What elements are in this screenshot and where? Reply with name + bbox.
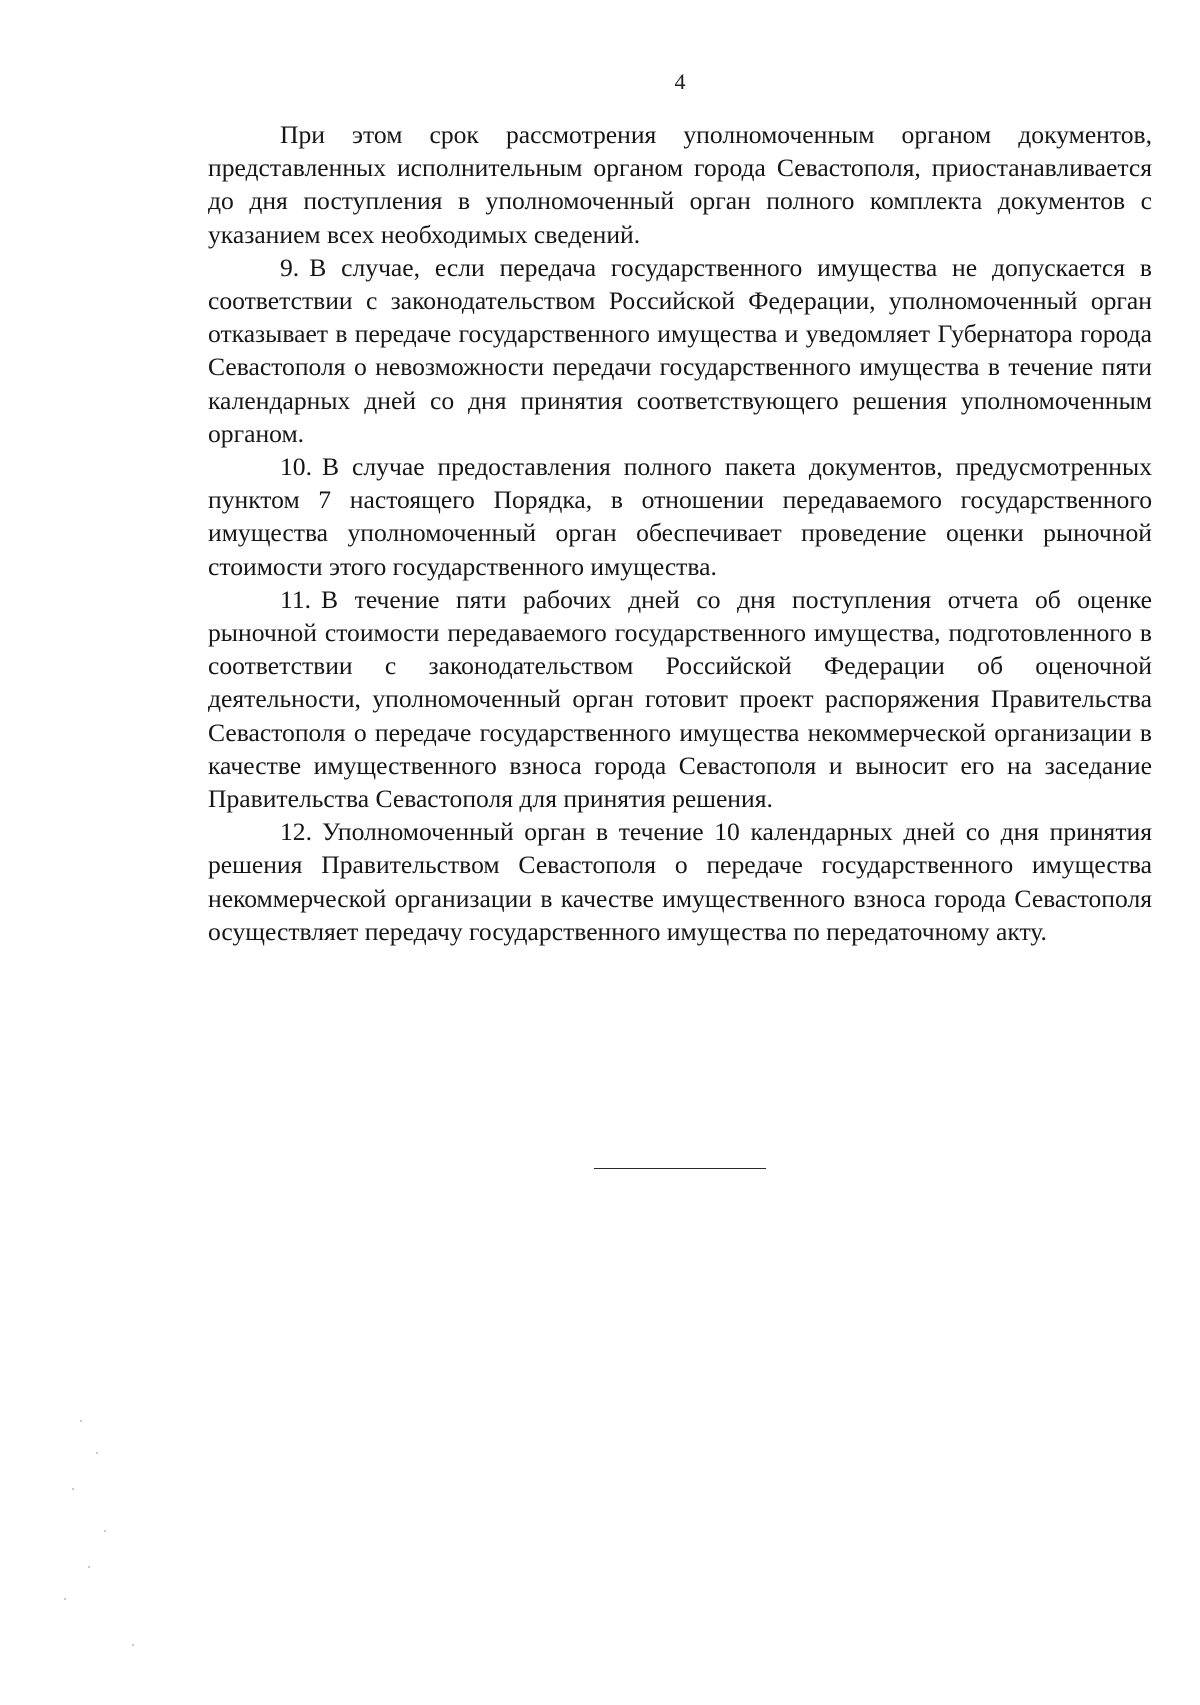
scan-speck (96, 1452, 98, 1454)
page-number: 4 (674, 69, 686, 94)
paragraph-text: В случае предоставления полного пакета документов, предусмотренных пунктом 7 настоящего Порядка, в отношении передаваемого государственного имущества уполномоченный орган обеспечивает проведение оценки рыночной стоимости этого государственного имущества. (208, 452, 1152, 581)
scan-speck (132, 1644, 134, 1646)
paragraph-item-10 (208, 450, 1152, 583)
paragraph-text: Уполномоченный орган в течение 10 календарных дней со дня принятия решения Правительством Севастополя о передаче государственного имущества некоммерческой организации в качестве имущественного взноса города Севастополя осуществляет передачу государственного имущества по передаточному акту. (208, 817, 1152, 946)
scan-speck (80, 1420, 82, 1422)
paragraph-number: 10. (280, 452, 312, 482)
document-body (208, 118, 1152, 948)
paragraph-number: 9. (280, 252, 300, 282)
scan-speck (88, 1566, 90, 1568)
paragraph-continuation (208, 118, 1152, 251)
scan-speck (64, 1598, 66, 1600)
paragraph-item-11 (208, 583, 1152, 815)
paragraph-text: При этом срок рассмотрения уполномоченным органом документов, представленных исполнительным органом города Севастополя, приостанавливается до дня поступления в уполномоченный орган полного комплекта документов с указанием всех необходимых сведений. (208, 120, 1152, 249)
scan-speck (104, 1530, 106, 1532)
paragraph-number: 11. (280, 584, 312, 614)
paragraph-item-12 (208, 815, 1152, 948)
scan-speck (72, 1488, 74, 1490)
paragraph-text: В случае, если передача государственного имущества не допускается в соответствии с законодательством Российской Федерации, уполномоченный орган отказывает в передаче государственного имущества и уведомляет Губернатора города Севастополя о невозможности передачи государственного имущества в течение пяти календарных дней со дня принятия соответствующего решения уполномоченным органом. (208, 252, 1152, 448)
end-of-text-rule (594, 1168, 766, 1169)
paragraph-number: 12. (280, 817, 312, 847)
paragraph-item-9 (208, 251, 1152, 450)
paragraph-text: В течение пяти рабочих дней со дня поступления отчета об оценке рыночной стоимости передаваемого государственного имущества, подготовленного в соответствии с законодательством Российской Федерации об оценочной деятельности, уполномоченный орган готовит проект распоряжения Правительства Севастополя о передаче государственного имущества некоммерческой организации в качестве имущественного взноса города Севастополя и выносит его на заседание Правительства Севастополя для принятия решения. (208, 584, 1152, 814)
